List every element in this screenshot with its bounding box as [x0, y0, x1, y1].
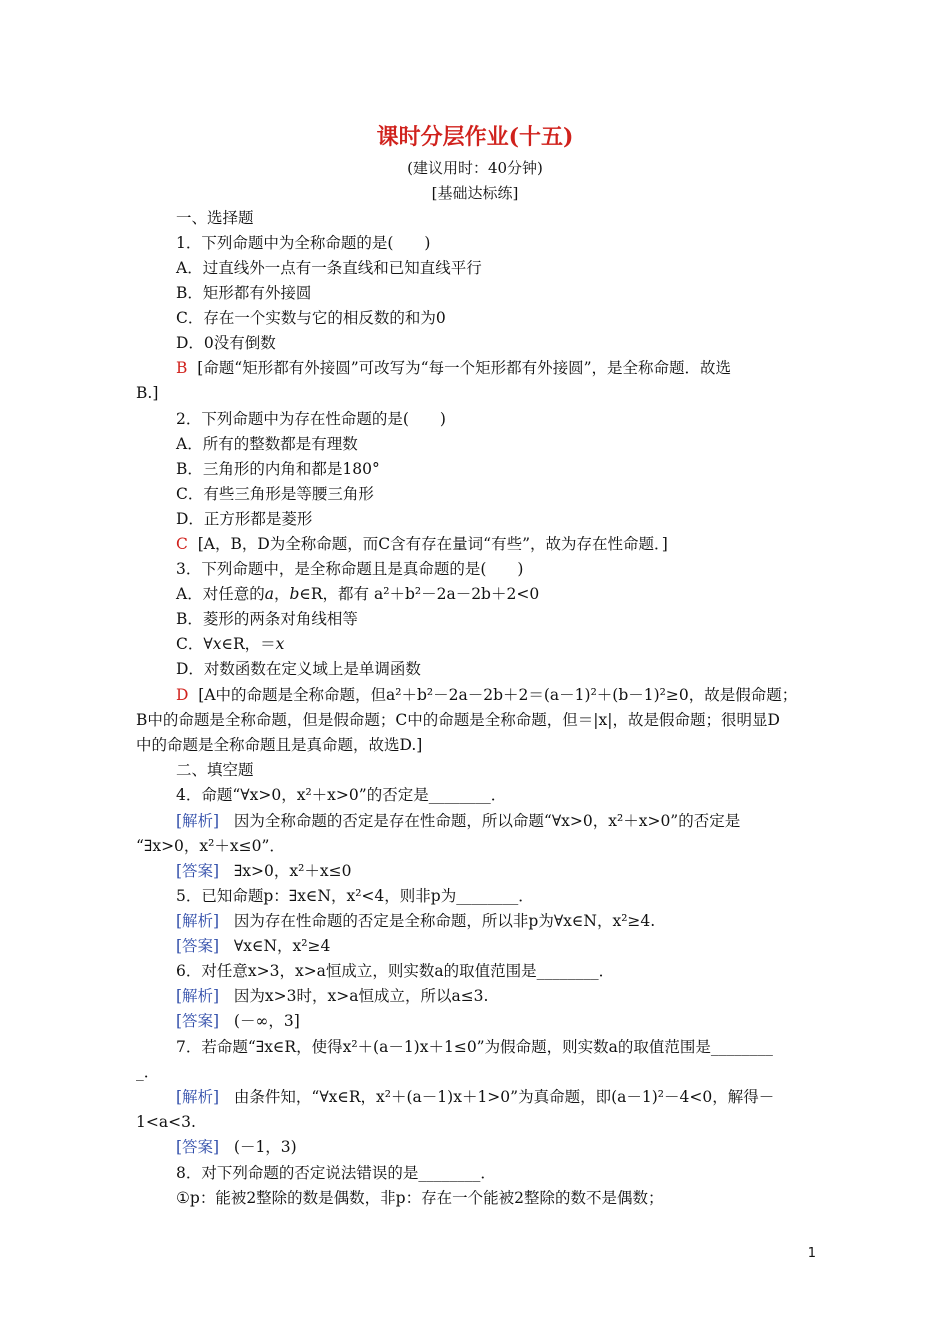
q6-answer: [答案] (－∞，3]: [176, 1012, 300, 1030]
q6-analysis-tag: [解析]: [176, 987, 220, 1005]
q7-analysis-cont: 1<a<3.: [136, 1113, 196, 1131]
q1-answer-letter: B: [176, 359, 188, 377]
q2-option-b: B．三角形的内角和都是180°: [176, 460, 380, 478]
q3-option-d: D．对数函数在定义域上是单调函数: [176, 660, 421, 678]
q5-analysis-tag: [解析]: [176, 912, 220, 930]
q4-analysis-cont: “∃x>0，x²＋x≤0”．: [136, 837, 285, 855]
q7-analysis-tag: [解析]: [176, 1088, 220, 1106]
q4-stem: 4．命题“∀x>0，x²＋x>0”的否定是________．: [176, 786, 507, 804]
q4-analysis: [解析] 因为全称命题的否定是存在性命题，所以命题“∀x>0，x²＋x>0”的否定是: [176, 812, 741, 830]
q8-item-1: ①p：能被2整除的数是偶数，非p：存在一个能被2整除的数不是偶数；: [176, 1189, 664, 1207]
q1-stem: 1．下列命题中为全称命题的是( ): [176, 234, 431, 252]
section-heading-choice: 一、选择题: [176, 209, 254, 227]
q3-option-a-formula: a²＋b²－2a－2b＋2<0: [374, 585, 540, 603]
q1-option-a: A．过直线外一点有一条直线和已知直线平行: [176, 259, 482, 277]
q3-explanation: [176, 685, 797, 705]
q3-option-c: C．∀x∈R，＝x: [176, 635, 285, 653]
q6-answer-tag: [答案]: [176, 1012, 220, 1030]
q8-stem: 8．对下列命题的否定说法错误的是________．: [176, 1164, 496, 1182]
q5-answer: [答案] ∀x∈N，x²≥4: [176, 937, 331, 955]
q2-option-a: A．所有的整数都是有理数: [176, 435, 358, 453]
q1-option-d: D．0没有倒数: [176, 334, 276, 352]
q3-stem: 3．下列命题中，是全称命题且是真命题的是( ): [176, 560, 524, 578]
q1-option-c: C．存在一个实数与它的相反数的和为0: [176, 309, 446, 327]
q3-answer-letter: D: [176, 686, 189, 704]
q1-option-b: B．矩形都有外接圆: [176, 284, 312, 302]
q2-explanation-text: [A，B，D为全称命题，而C含有存在量词“有些”，故为存在性命题．]: [197, 535, 668, 553]
q1-explanation-cont: B.]: [136, 384, 159, 402]
q3-explanation-cont-1: B中的命题是全称命题，但是假命题；C中的命题是全称命题，但＝|x|，故是假命题；很明显D: [136, 711, 780, 729]
q7-stem-cont: _．: [136, 1063, 160, 1081]
q3-explanation-text: [A中的命题是全称命题，但a²＋b²－2a－2b＋2＝(a－1)²＋(b－1)²≥0，故是假命题；: [198, 686, 798, 704]
q3-option-b: B．菱形的两条对角线相等: [176, 610, 358, 628]
q2-option-c: C．有些三角形是等腰三角形: [176, 485, 374, 503]
q1-explanation: [176, 358, 731, 378]
section-heading-fill: 二、填空题: [176, 761, 254, 779]
q3-explanation-cont-2: 中的命题是全称命题且是真命题，故选D.]: [136, 736, 423, 754]
q2-option-d: D．正方形都是菱形: [176, 510, 313, 528]
q7-analysis: [解析] 由条件知，“∀x∈R，x²＋(a－1)x＋1>0”为真命题，即(a－1)²－4<0，解得－: [176, 1088, 775, 1106]
q5-analysis: [解析] 因为存在性命题的否定是全称命题，所以非p为∀x∈N，x²≥4.: [176, 912, 656, 930]
level-label: [基础达标练]: [431, 184, 519, 202]
q3-option-a: A．对任意的a，b∈R，都有 a²＋b²－2a－2b＋2<0: [176, 585, 540, 603]
page-title: 课时分层作业(十五): [376, 124, 574, 150]
q4-analysis-tag: [解析]: [176, 812, 220, 830]
q2-answer-letter: C: [176, 535, 188, 553]
time-suggestion: (建议用时：40分钟): [407, 159, 543, 177]
q4-answer: [答案] ∃x>0，x²＋x≤0: [176, 862, 352, 880]
q2-stem: 2．下列命题中为存在性命题的是( ): [176, 410, 446, 428]
q7-answer: [答案] (－1，3): [176, 1138, 297, 1156]
q6-analysis: [解析] 因为x>3时，x>a恒成立，所以a≤3.: [176, 987, 489, 1005]
q6-stem: 6．对任意x>3，x>a恒成立，则实数a的取值范围是________．: [176, 962, 615, 980]
q7-answer-tag: [答案]: [176, 1138, 220, 1156]
q5-stem: 5．已知命题p：∃x∈N，x²<4，则非p为________．: [176, 887, 534, 905]
q7-stem: 7．若命题“∃x∈R，使得x²＋(a－1)x＋1≤0”为假命题，则实数a的取值范围是________: [176, 1038, 773, 1056]
page-number: 1: [807, 1246, 816, 1261]
q5-answer-tag: [答案]: [176, 937, 220, 955]
q2-explanation: [176, 534, 668, 554]
q1-explanation-text: [命题“矩形都有外接圆”可改写为“每一个矩形都有外接圆”，是全称命题．故选: [197, 359, 731, 377]
q4-answer-tag: [答案]: [176, 862, 220, 880]
